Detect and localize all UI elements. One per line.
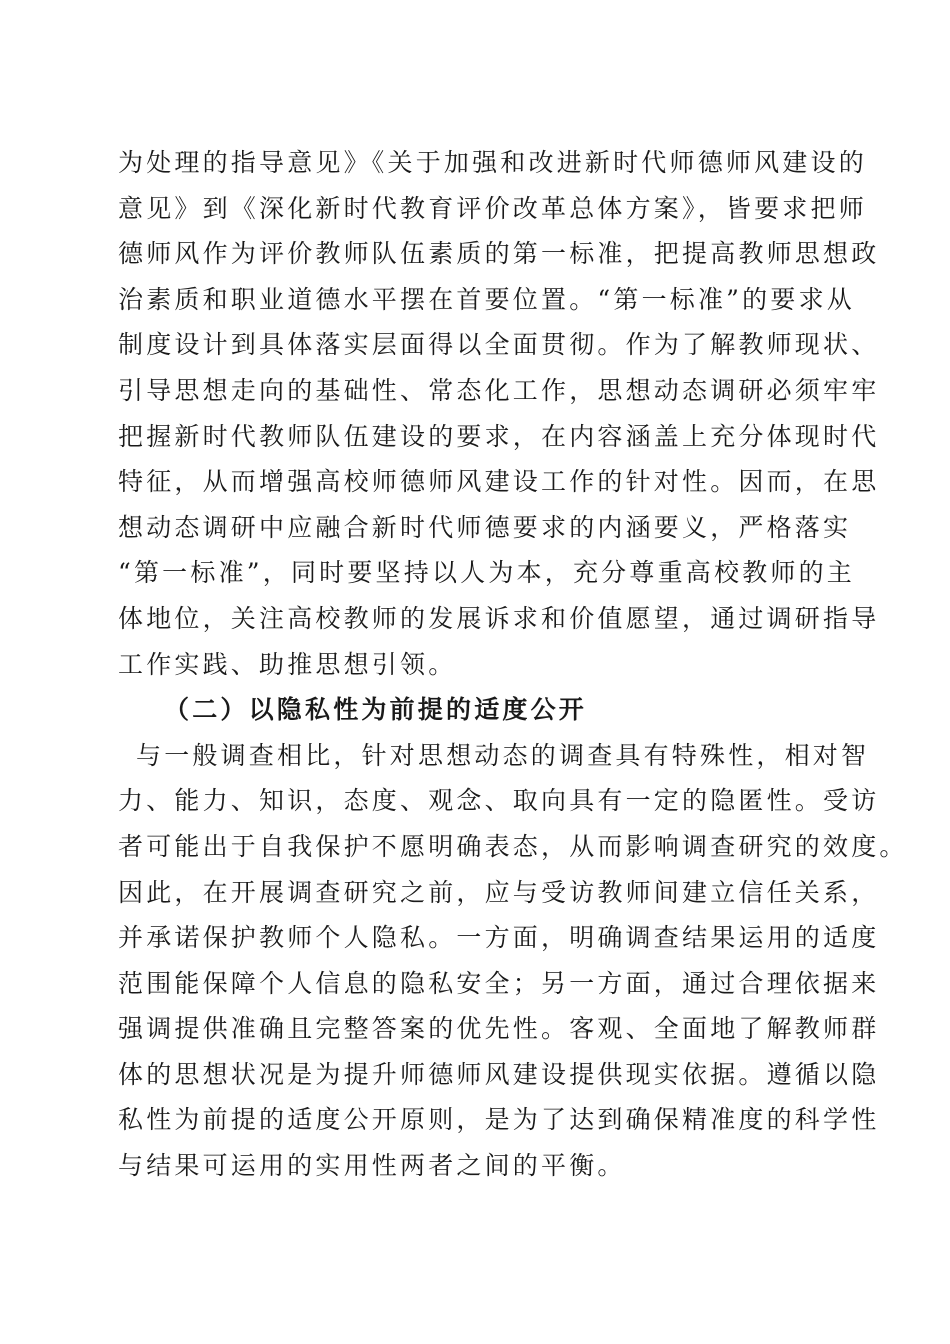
paragraph-continuation [118,140,880,687]
section-heading: （二）以隐私性为前提的适度公开 [164,695,588,725]
text-line: 引导思想走向的基础性、常态化工作，思想动态调研必须牢牢 [118,375,880,405]
text-line: “第一标准”，同时要坚持以人为本，充分尊重高校教师的主 [118,558,855,588]
text-line: 与一般调查相比，针对思想动态的调查具有特殊性，相对智 [136,740,870,770]
text-line: 者可能出于自我保护不愿明确表态，从而影响调查研究的效度。 [118,831,908,861]
paragraph-privacy [118,733,908,1189]
text-line: 强调提供准确且完整答案的优先性。客观、全面地了解教师群 [118,1014,880,1044]
text-line: 想动态调研中应融合新时代师德要求的内涵要义，严格落实 [118,512,852,542]
text-line: 力、能力、知识，态度、观念、取向具有一定的隐匿性。受访 [118,786,880,816]
text-line: 德师风作为评价教师队伍素质的第一标准，把提高教师思想政 [118,239,880,269]
text-line: 体的思想状况是为提升师德师风建设提供现实依据。遵循以隐 [118,1059,880,1089]
text-line: 工作实践、助推思想引领。 [118,649,457,679]
text-line: 范围能保障个人信息的隐私安全；另一方面，通过合理依据来 [118,968,880,998]
text-line: 意见》到《深化新时代教育评价改革总体方案》，皆要求把师 [118,193,867,223]
body-text [118,140,908,1189]
text-line: 把握新时代教师队伍建设的要求，在内容涵盖上充分体现时代 [118,421,880,451]
text-line: 为处理的指导意见》《关于加强和改进新时代师德师风建设的 [118,148,867,177]
text-line: 并承诺保护教师个人隐私。一方面，明确调查结果运用的适度 [118,923,880,953]
text-line: 制度设计到具体落实层面得以全面贯彻。作为了解教师现状、 [118,330,880,360]
text-line: 体地位，关注高校教师的发展诉求和价值愿望，通过调研指导 [118,603,880,633]
text-line: 因此，在开展调查研究之前，应与受访教师间建立信任关系， [118,877,880,907]
text-line: 与结果可运用的实用性两者之间的平衡。 [118,1151,626,1181]
text-line: 治素质和职业道德水平摆在首要位置。“第一标准”的要求从 [118,284,855,314]
text-line: 私性为前提的适度公开原则，是为了达到确保精准度的科学性 [118,1105,880,1135]
text-line: 特征，从而增强高校师德师风建设工作的针对性。因而，在思 [118,467,880,497]
